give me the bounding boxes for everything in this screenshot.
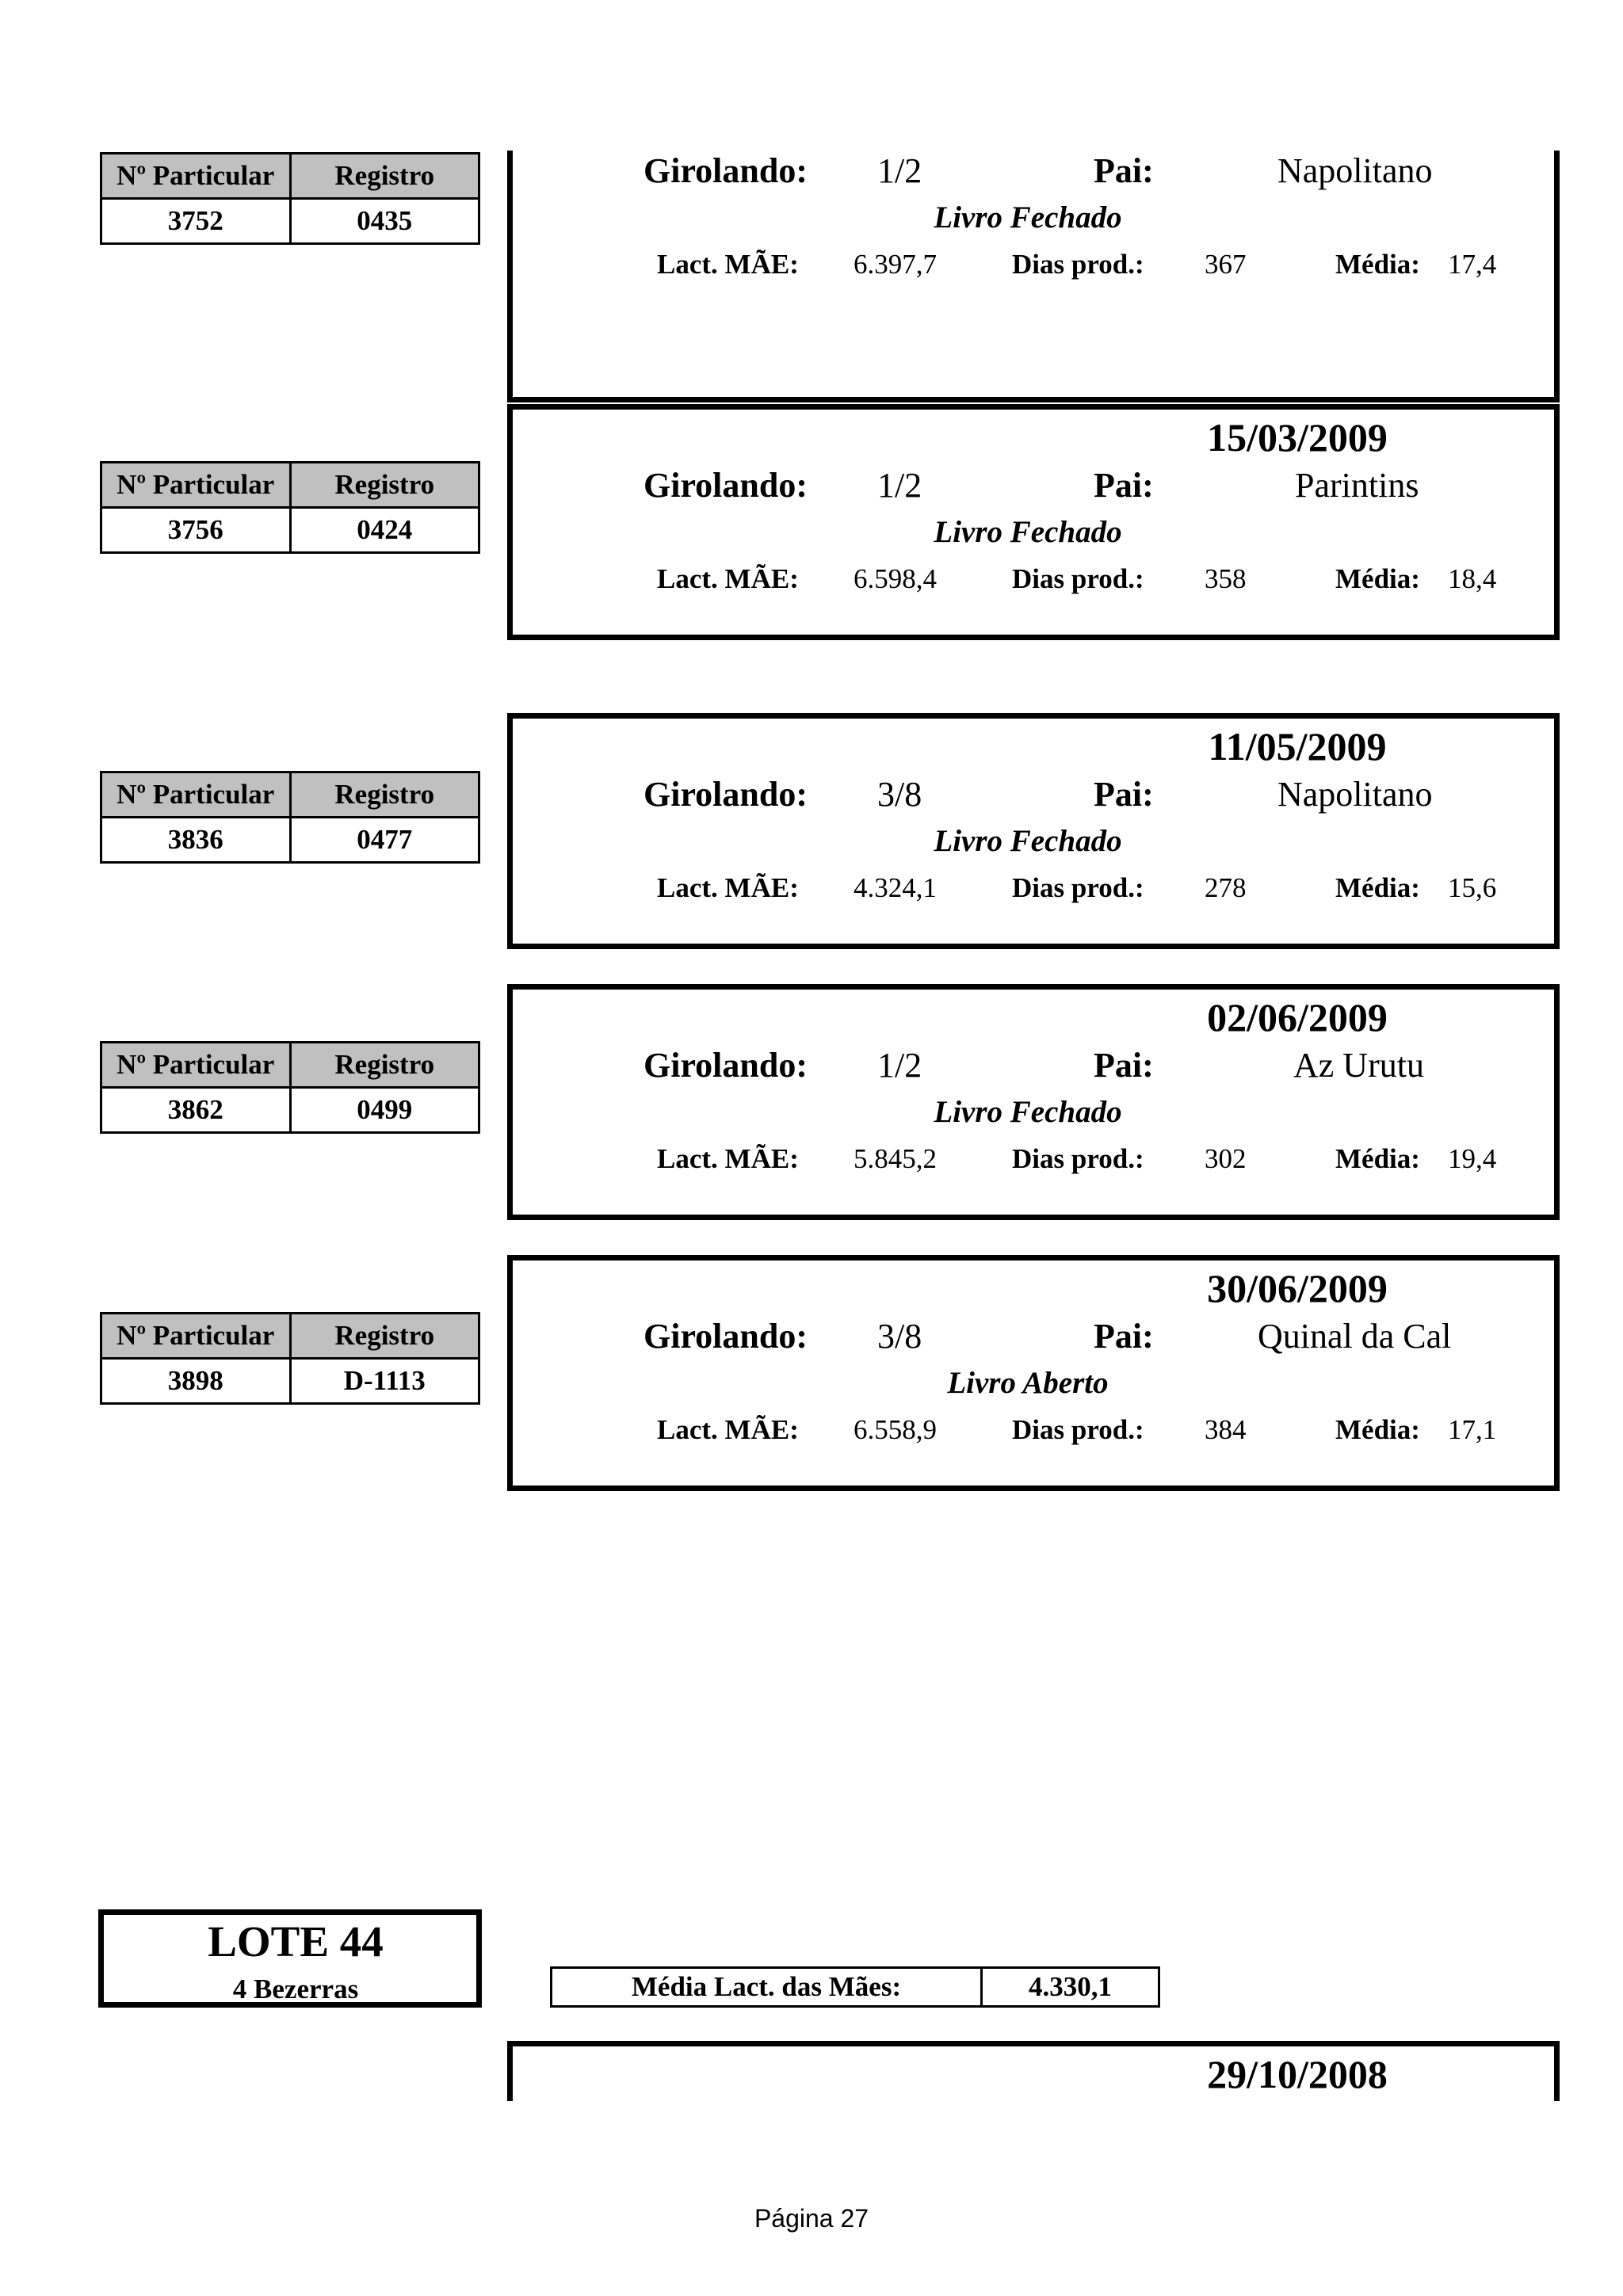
pai-label: Pai: [1094,775,1154,814]
card-date: 15/03/2009 [1207,415,1388,460]
lact-mae-value: 6.397,7 [854,249,937,280]
media-value: 15,6 [1448,872,1497,903]
dias-prod-label: Dias prod.: [1012,1143,1144,1174]
media-label: Média: [1335,563,1420,594]
lact-mae-value: 5.845,2 [854,1143,937,1174]
animal-card [507,151,1560,402]
girolando-value: 3/8 [877,1317,922,1356]
media-value: 17,1 [1448,1414,1497,1445]
girolando-value: 1/2 [877,1046,922,1085]
particular-value: 3898 [101,1359,291,1404]
lote-title [104,1917,487,1966]
animal-id-table [100,771,480,864]
girolando-value: 3/8 [877,775,922,814]
dias-prod-label: Dias prod.: [1012,872,1144,903]
animal-id-table [100,1312,480,1405]
registro-value: D-1113 [290,1359,479,1404]
media-value: 17,4 [1448,249,1497,280]
animal-card [507,984,1560,1220]
page-number: Página 27 [754,2204,869,2233]
girolando-label: Girolando: [643,1317,808,1356]
particular-header: Nº Particular [101,154,291,199]
dias-prod-label: Dias prod.: [1012,563,1144,594]
card-date: 29/10/2008 [1207,2052,1388,2096]
dias-prod-label: Dias prod.: [1012,249,1144,280]
dias-prod-value: 302 [1205,1143,1247,1174]
card-date: 30/06/2009 [1207,1266,1388,1310]
dias-prod-value: 367 [1205,249,1247,280]
media-value: 19,4 [1448,1143,1497,1174]
girolando-value: 1/2 [877,151,922,190]
registro-value: 0435 [290,199,479,244]
media-label: Média: [1335,1143,1420,1174]
registro-value: 0477 [290,818,479,863]
registro-value: 0424 [290,508,479,553]
registro-header: Registro [290,1314,479,1359]
card-date: 02/06/2009 [1207,995,1388,1039]
animal-card [507,713,1560,949]
animal-id-table [100,1041,480,1134]
registro-value: 0499 [290,1088,479,1133]
lote-number: 44 [339,1917,384,1966]
particular-header: Nº Particular [101,1314,291,1359]
particular-value: 3756 [101,508,291,553]
dias-prod-value: 278 [1205,872,1247,903]
media-value: 18,4 [1448,563,1497,594]
livro-status: Livro Aberto [947,1366,1109,1400]
registro-header: Registro [290,1043,479,1088]
particular-value: 3836 [101,818,291,863]
lote-box [98,1909,482,2008]
lact-mae-value: 4.324,1 [854,872,937,903]
livro-status: Livro Fechado [934,200,1122,235]
pai-label: Pai: [1094,1317,1154,1356]
lact-mae-label: Lact. MÃE: [657,249,799,280]
registro-header: Registro [290,772,479,818]
girolando-label: Girolando: [643,151,808,190]
lact-mae-label: Lact. MÃE: [657,1414,799,1445]
lote-subtitle: 4 Bezerras [232,1974,359,2004]
registro-header: Registro [290,463,479,508]
animal-id-table [100,461,480,554]
girolando-label: Girolando: [643,466,808,505]
livro-status: Livro Fechado [934,1095,1122,1129]
particular-header: Nº Particular [101,1043,291,1088]
animal-card [507,1255,1560,1491]
dias-prod-value: 358 [1205,563,1247,594]
livro-status: Livro Fechado [934,824,1122,858]
card-date: 11/05/2009 [1208,724,1387,769]
girolando-label: Girolando: [643,1046,808,1085]
media-label: Média: [1335,872,1420,903]
girolando-value: 1/2 [877,466,922,505]
pai-label: Pai: [1094,151,1154,190]
pai-value: Az Urutu [1293,1046,1424,1085]
girolando-label: Girolando: [643,775,808,814]
lote-label: LOTE [208,1917,330,1966]
pai-value: Parintins [1295,466,1419,505]
media-label: Média: [1335,249,1420,280]
media-lact-label: Média Lact. das Mães: [552,1968,982,2007]
lact-mae-label: Lact. MÃE: [657,1143,799,1174]
pai-value: Quinal da Cal [1258,1317,1452,1356]
lact-mae-value: 6.558,9 [854,1414,937,1445]
media-lact-table [550,1966,1160,2008]
pai-value: Napolitano [1277,151,1433,190]
particular-value: 3862 [101,1088,291,1133]
registro-header: Registro [290,154,479,199]
media-lact-value: 4.330,1 [982,1968,1159,2007]
media-label: Média: [1335,1414,1420,1445]
particular-header: Nº Particular [101,463,291,508]
livro-status: Livro Fechado [934,515,1122,549]
pai-value: Napolitano [1277,775,1433,814]
next-animal-card [507,2041,1560,2101]
particular-header: Nº Particular [101,772,291,818]
particular-value: 3752 [101,199,291,244]
dias-prod-value: 384 [1205,1414,1247,1445]
lact-mae-value: 6.598,4 [854,563,937,594]
lact-mae-label: Lact. MÃE: [657,563,799,594]
lact-mae-label: Lact. MÃE: [657,872,799,903]
pai-label: Pai: [1094,466,1154,505]
dias-prod-label: Dias prod.: [1012,1414,1144,1445]
animal-id-table [100,152,480,245]
animal-card [507,404,1560,640]
pai-label: Pai: [1094,1046,1154,1085]
